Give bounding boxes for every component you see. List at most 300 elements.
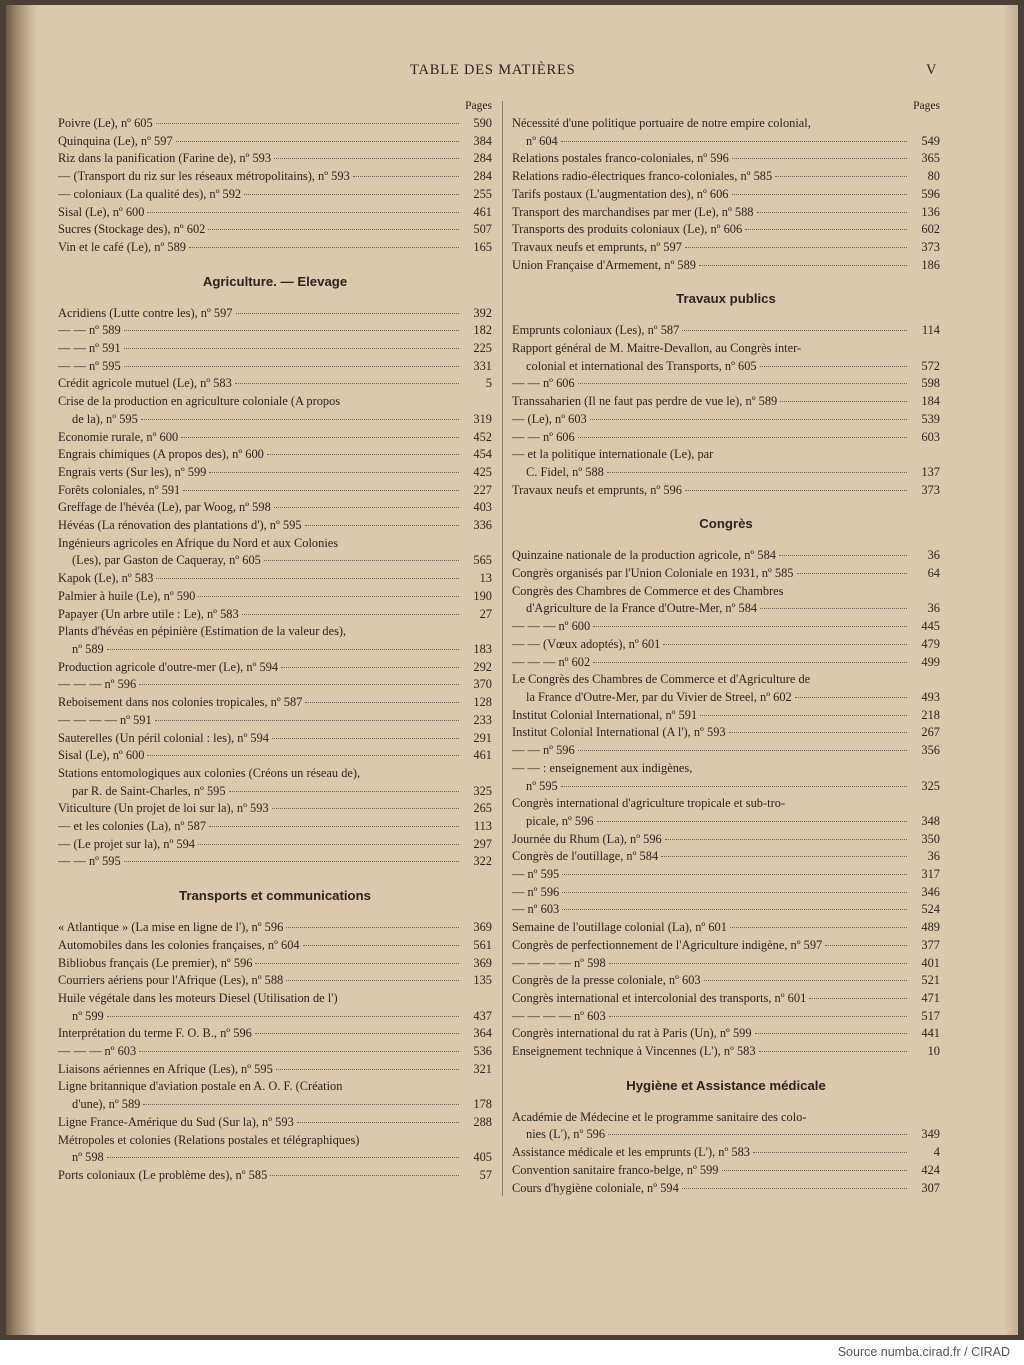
index-entry	[512, 671, 940, 706]
dot-leader	[303, 945, 459, 946]
page-ref: 331	[473, 358, 492, 373]
dot-leader	[236, 313, 459, 314]
dot-leader	[797, 573, 908, 574]
entry-row	[512, 150, 940, 168]
page-ref: 524	[921, 902, 940, 917]
dot-leader	[124, 330, 459, 331]
entry-row	[512, 1162, 940, 1180]
entry-title: nº 598	[72, 1150, 104, 1165]
entry-row	[512, 707, 940, 725]
entry-row	[58, 1061, 492, 1079]
entry-row	[58, 322, 492, 340]
page-ref: 36	[927, 548, 940, 563]
page-title: TABLE DES MATIÈRES	[410, 62, 576, 78]
entry-row	[58, 1167, 492, 1185]
page-ref: 565	[473, 553, 492, 568]
entry-title: Congrès de la presse coloniale, nº 603	[512, 973, 701, 988]
entry-row	[58, 464, 492, 482]
entry-row	[512, 636, 940, 654]
entry-title: Sisal (Le), nº 600	[58, 204, 145, 219]
entry-title: Kapok (Le), nº 583	[58, 571, 154, 586]
section-heading: Transports et communications	[179, 888, 371, 904]
entry-title: — nº 595	[512, 867, 560, 882]
entry-title-line: Rapport général de M. Maitre-Devallon, au Congrès inter-	[512, 341, 802, 356]
entry-title: Papayer (Un arbre utile : Le), nº 583	[58, 606, 239, 621]
dot-leader	[286, 927, 459, 928]
entry-title: Journée du Rhum (La), nº 596	[512, 831, 662, 846]
entry-title-line: Le Congrès des Chambres de Commerce et d'Agriculture de	[512, 672, 811, 687]
index-entry	[512, 1043, 940, 1061]
entry-row	[512, 547, 940, 565]
entry-title: nº 595	[526, 778, 558, 793]
dot-leader	[107, 1157, 459, 1158]
dot-leader	[270, 1175, 459, 1176]
entry-title: Bibliobus français (Le premier), nº 596	[58, 955, 253, 970]
dot-leader	[578, 383, 907, 384]
entry-title: Sauterelles (Un péril colonial : les), nº 594	[58, 730, 269, 745]
page-ref: 349	[921, 1127, 940, 1142]
page-ref: 348	[921, 813, 940, 828]
entry-title-line: Congrès des Chambres de Commerce et des Chambres	[512, 583, 784, 598]
page-ref: 350	[921, 831, 940, 846]
index-entry	[512, 618, 940, 636]
dot-leader	[760, 608, 907, 609]
entry-title: Relations radio-électriques franco-coloniales, nº 585	[512, 169, 773, 184]
page-ref: 454	[473, 447, 492, 462]
dot-leader	[143, 1104, 459, 1105]
entry-row	[58, 1096, 492, 1114]
page-ref: 114	[921, 323, 940, 338]
entry-row	[58, 168, 492, 186]
entry-row	[58, 783, 492, 801]
entry-title: — et les colonies (La), nº 587	[58, 819, 207, 834]
pages-label: Pages	[465, 100, 492, 112]
page-ref: 479	[921, 636, 940, 651]
index-entry	[512, 186, 940, 204]
index-entry	[58, 1078, 492, 1113]
page-ref: 27	[479, 606, 492, 621]
entry-title: Ports coloniaux (Le problème des), nº 585	[58, 1167, 268, 1182]
entry-title: Sisal (Le), nº 600	[58, 748, 145, 763]
page-ref: 284	[473, 151, 492, 166]
entry-row	[512, 742, 940, 760]
entry-row	[512, 168, 940, 186]
entry-title: — — — — nº 603	[512, 1008, 606, 1023]
entry-row	[58, 221, 492, 239]
index-entry	[58, 818, 492, 836]
index-entry	[58, 115, 492, 133]
dot-leader	[124, 861, 459, 862]
page-ref: 317	[921, 867, 940, 882]
dot-leader	[155, 720, 459, 721]
dot-leader	[229, 791, 459, 792]
page-ref: 183	[473, 641, 492, 656]
page-ref: 471	[921, 990, 940, 1005]
page-ref: 603	[921, 429, 940, 444]
page-ref: 405	[473, 1150, 492, 1165]
index-entry	[58, 836, 492, 854]
entry-title: nº 604	[526, 133, 558, 148]
entry-row	[512, 1180, 940, 1198]
dot-leader	[244, 194, 459, 195]
dot-leader	[663, 644, 907, 645]
page-ref: 370	[473, 677, 492, 692]
entry-title: nº 589	[72, 641, 104, 656]
entry-row	[58, 411, 492, 429]
entry-row	[512, 600, 940, 618]
entry-title: — — — — nº 591	[58, 712, 152, 727]
index-entry	[512, 115, 940, 150]
left-column	[58, 97, 492, 1185]
page-ref: 445	[921, 619, 940, 634]
index-entry	[58, 305, 492, 323]
page-ref: 225	[473, 341, 492, 356]
dot-leader	[107, 649, 459, 650]
index-entry	[512, 937, 940, 955]
page-ref: 267	[921, 725, 940, 740]
page-ref: 598	[921, 376, 940, 391]
page-edge	[1004, 5, 1018, 1335]
index-entry	[58, 204, 492, 222]
dot-leader	[661, 856, 907, 857]
entry-row	[58, 730, 492, 748]
entry-row	[58, 919, 492, 937]
index-entry	[512, 204, 940, 222]
entry-title: — — nº 595	[58, 358, 121, 373]
dot-leader	[124, 348, 459, 349]
dot-leader	[156, 578, 459, 579]
index-entry	[58, 676, 492, 694]
page-ref: 424	[921, 1162, 940, 1177]
entry-title: Viticulture (Un projet de loi sur la), nº 593	[58, 801, 269, 816]
index-entry	[512, 831, 940, 849]
entry-title: Relations postales franco-coloniales, nº 596	[512, 151, 729, 166]
entry-title: Riz dans la panification (Farine de), nº 593	[58, 151, 272, 166]
index-entry	[58, 588, 492, 606]
page-ref: 356	[921, 743, 940, 758]
page-number: V	[926, 62, 937, 78]
dot-leader	[274, 158, 459, 159]
index-entry	[58, 937, 492, 955]
entry-title: Crédit agricole mutuel (Le), nº 583	[58, 376, 232, 391]
dot-leader	[665, 839, 907, 840]
index-entry	[512, 866, 940, 884]
entry-title: Automobiles dans les colonies françaises, nº 604	[58, 937, 300, 952]
page-ref: 13	[479, 571, 492, 586]
index-entry	[512, 1162, 940, 1180]
dot-leader	[264, 560, 459, 561]
entry-row	[512, 919, 940, 937]
dot-leader	[607, 472, 907, 473]
entry-title: C. Fidel, nº 588	[526, 464, 604, 479]
dot-leader	[156, 123, 459, 124]
dot-leader	[305, 525, 460, 526]
dot-leader	[286, 980, 459, 981]
page-ref: 521	[921, 973, 940, 988]
index-entry	[512, 393, 940, 411]
entry-title: Cours d'hygiène coloniale, nº 594	[512, 1180, 679, 1195]
page-ref: 441	[921, 1026, 940, 1041]
index-entry	[512, 990, 940, 1008]
entry-title: Reboisement dans nos colonies tropicales, nº 587	[58, 695, 303, 710]
dot-leader	[685, 247, 907, 248]
dot-leader	[281, 667, 459, 668]
entry-row	[512, 972, 940, 990]
dot-leader	[209, 472, 459, 473]
entry-title: — — nº 595	[58, 854, 121, 869]
entry-title: Institut Colonial International (A l'), nº 593	[512, 725, 726, 740]
index-entry	[512, 429, 940, 447]
index-entry	[512, 1008, 940, 1026]
dot-leader	[730, 927, 907, 928]
entry-row	[58, 150, 492, 168]
index-entry	[512, 760, 940, 795]
entry-title: d'une), nº 589	[72, 1097, 141, 1112]
entry-title: Enseignement technique à Vincennes (L'), nº 583	[512, 1044, 756, 1059]
index-entry	[58, 535, 492, 570]
index-entry	[512, 1144, 940, 1162]
page-ref: 57	[479, 1167, 492, 1182]
entry-title: — — — — nº 598	[512, 955, 606, 970]
page-ref: 507	[473, 222, 492, 237]
dot-leader	[755, 1033, 907, 1034]
index-entry	[512, 411, 940, 429]
entry-row	[512, 955, 940, 973]
index-entry	[512, 1025, 940, 1043]
index-entry	[58, 499, 492, 517]
entry-row	[512, 778, 940, 796]
page-ref: 377	[921, 937, 940, 952]
entry-row	[58, 853, 492, 871]
index-entry	[512, 654, 940, 672]
entry-list	[512, 115, 940, 1197]
entry-row	[512, 884, 940, 902]
entry-title: la France d'Outre-Mer, par du Vivier de Streel, nº 602	[526, 689, 792, 704]
dot-leader	[147, 212, 459, 213]
entry-title: — (Transport du riz sur les réseaux métropolitains), nº 593	[58, 169, 350, 184]
page-ref: 292	[473, 659, 492, 674]
entry-title: Congrès de l'outillage, nº 584	[512, 849, 659, 864]
page-ref: 182	[473, 323, 492, 338]
entry-title: nies (L'), nº 596	[526, 1127, 606, 1142]
page-ref: 489	[921, 920, 940, 935]
entry-title-line: Congrès international d'agriculture tropicale et sub-tro-	[512, 796, 786, 811]
entry-row	[58, 1008, 492, 1026]
entry-row	[512, 221, 940, 239]
index-entry	[58, 1167, 492, 1185]
index-entry	[58, 322, 492, 340]
entry-title: de la), nº 595	[72, 411, 138, 426]
entry-row	[58, 375, 492, 393]
running-head	[6, 62, 1018, 82]
page-ref: 255	[473, 186, 492, 201]
page-ref: 36	[927, 601, 940, 616]
entry-row	[58, 800, 492, 818]
entry-row	[58, 641, 492, 659]
index-entry	[58, 133, 492, 151]
index-entry	[58, 800, 492, 818]
dot-leader	[760, 366, 907, 367]
index-entry	[58, 659, 492, 677]
page-ref: 425	[473, 464, 492, 479]
index-entry	[512, 848, 940, 866]
dot-leader	[753, 1152, 907, 1153]
index-entry	[58, 694, 492, 712]
entry-title: Transsaharien (Il ne faut pas perdre de vue le), nº 589	[512, 394, 778, 409]
dot-leader	[561, 141, 907, 142]
entry-title: Transport des marchandises par mer (Le), nº 588	[512, 204, 754, 219]
entry-title: — — — nº 603	[58, 1044, 137, 1059]
entry-row	[512, 257, 940, 275]
entry-title-line: Huile végétale dans les moteurs Diesel (Utilisation de l')	[58, 990, 338, 1005]
entry-title-line: Métropoles et colonies (Relations postales et télégraphiques)	[58, 1132, 360, 1147]
entry-title: Congrès international du rat à Paris (Un), nº 599	[512, 1026, 752, 1041]
dot-leader	[561, 786, 907, 787]
dot-leader	[242, 614, 459, 615]
section-heading: Travaux publics	[676, 291, 776, 307]
entry-row	[58, 659, 492, 677]
entry-title: Union Française d'Armement, nº 589	[512, 257, 696, 272]
index-entry	[512, 150, 940, 168]
index-entry	[512, 583, 940, 618]
entry-title: Vin et le café (Le), nº 589	[58, 239, 186, 254]
index-entry	[58, 239, 492, 257]
entry-title: Forêts coloniales, nº 591	[58, 482, 181, 497]
entry-row	[512, 375, 940, 393]
entry-row	[58, 836, 492, 854]
entry-row	[58, 1043, 492, 1061]
dot-leader	[685, 490, 907, 491]
index-entry	[512, 1180, 940, 1198]
dot-leader	[779, 555, 907, 556]
binding-shadow	[6, 5, 38, 1335]
index-entry	[58, 990, 492, 1025]
entry-row	[512, 411, 940, 429]
dot-leader	[775, 176, 907, 177]
page-ref: 284	[473, 169, 492, 184]
page-ref: 602	[921, 222, 940, 237]
entry-title: Emprunts coloniaux (Les), nº 587	[512, 323, 680, 338]
page-ref: 190	[473, 588, 492, 603]
dot-leader	[267, 454, 459, 455]
dot-leader	[272, 738, 459, 739]
dot-leader	[732, 158, 907, 159]
dot-leader	[578, 750, 907, 751]
entry-row	[512, 724, 940, 742]
page-ref: 178	[473, 1097, 492, 1112]
index-entry	[512, 972, 940, 990]
page-ref: 590	[473, 116, 492, 130]
dot-leader	[682, 330, 907, 331]
entry-title: Congrès de perfectionnement de l'Agriculture indigène, nº 597	[512, 937, 823, 952]
entry-row	[512, 813, 940, 831]
page-ref: 346	[921, 884, 940, 899]
page-ref: 227	[473, 482, 492, 497]
dot-leader	[699, 265, 907, 266]
dot-leader	[593, 662, 907, 663]
dot-leader	[235, 383, 459, 384]
dot-leader	[141, 419, 459, 420]
entry-title: « Atlantique » (La mise en ligne de l'), nº 596	[58, 920, 284, 935]
dot-leader	[198, 844, 459, 845]
right-column	[512, 97, 940, 1197]
index-entry	[512, 919, 940, 937]
index-entry	[58, 393, 492, 428]
page-ref: 384	[473, 133, 492, 148]
index-entry	[58, 570, 492, 588]
entry-title-line: Ligne britannique d'aviation postale en A. O. F. (Création	[58, 1079, 343, 1094]
entry-row	[512, 1025, 940, 1043]
entry-title: Institut Colonial International, nº 591	[512, 707, 698, 722]
page-ref: 136	[921, 204, 940, 219]
entry-title: Acridiens (Lutte contre les), nº 597	[58, 305, 233, 320]
dot-leader	[139, 1051, 459, 1052]
entry-row	[512, 239, 940, 257]
page-ref: 336	[473, 518, 492, 533]
entry-title: par R. de Saint-Charles, nº 595	[72, 783, 226, 798]
entry-row	[58, 712, 492, 730]
index-entry	[512, 636, 940, 654]
page-ref: 369	[473, 955, 492, 970]
page-ref: 403	[473, 500, 492, 515]
entry-row	[512, 937, 940, 955]
index-entry	[58, 186, 492, 204]
entry-title-line: Plants d'hévéas en pépinière (Estimation de la valeur des),	[58, 624, 347, 639]
dot-leader	[732, 194, 908, 195]
entry-row	[512, 322, 940, 340]
page-ref: 186	[921, 257, 940, 272]
pages-label: Pages	[913, 100, 940, 112]
entry-title: — — nº 591	[58, 341, 121, 356]
entry-row	[512, 133, 940, 151]
entry-title: — — (Vœux adoptés), nº 601	[512, 636, 661, 651]
dot-leader	[147, 755, 459, 756]
dot-leader	[682, 1188, 907, 1189]
page-ref: 319	[473, 411, 492, 426]
index-entry	[58, 517, 492, 535]
page-ref: 517	[921, 1008, 940, 1023]
page-ref: 165	[473, 239, 492, 254]
index-entry	[512, 884, 940, 902]
entry-title: — nº 603	[512, 902, 560, 917]
index-entry	[58, 150, 492, 168]
index-entry	[512, 221, 940, 239]
dot-leader	[276, 1069, 459, 1070]
entry-row	[512, 689, 940, 707]
entry-row	[512, 1144, 940, 1162]
dot-leader	[562, 892, 907, 893]
entry-row	[512, 1008, 940, 1026]
dot-leader	[124, 366, 459, 367]
index-entry	[58, 340, 492, 358]
page-ref: 373	[921, 239, 940, 254]
dot-leader	[704, 980, 907, 981]
dot-leader	[255, 1033, 459, 1034]
entry-row	[58, 429, 492, 447]
index-entry	[58, 765, 492, 800]
index-entry	[58, 168, 492, 186]
entry-row	[58, 1149, 492, 1167]
index-entry	[512, 340, 940, 375]
entry-row	[58, 517, 492, 535]
entry-title: Engrais verts (Sur les), nº 599	[58, 464, 207, 479]
entry-row	[58, 358, 492, 376]
index-entry	[58, 375, 492, 393]
entry-row	[512, 901, 940, 919]
dot-leader	[198, 596, 459, 597]
dot-leader	[809, 998, 907, 999]
dot-leader	[208, 229, 459, 230]
